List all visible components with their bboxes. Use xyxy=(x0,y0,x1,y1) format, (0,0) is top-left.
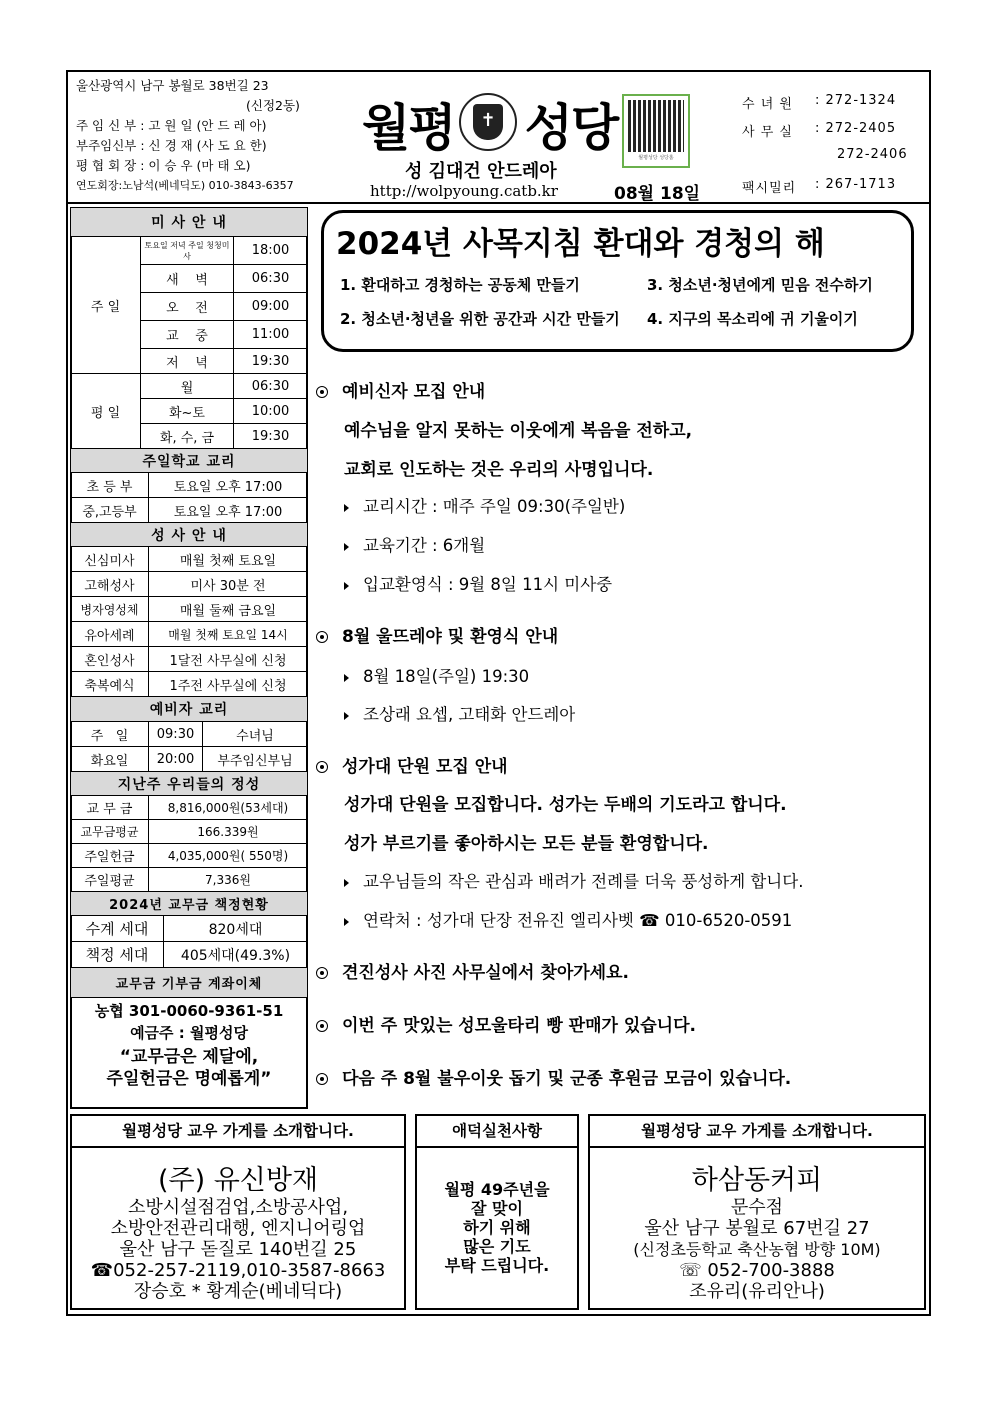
class-teacher: 부주임신부님 xyxy=(203,747,308,772)
store-branch: 문수점 xyxy=(730,1197,784,1218)
notice-item: 입교환영식 : 9월 8일 11시 미사중 xyxy=(363,575,613,594)
arrow-icon xyxy=(344,674,349,682)
mass-time: 19:30 xyxy=(234,424,308,449)
catechumen-title: 예비자 교리 xyxy=(71,697,308,722)
qr-code-icon[interactable] xyxy=(622,94,690,168)
logo-part-1: 월평 xyxy=(362,99,455,157)
store-ad-right xyxy=(588,1114,926,1310)
store-name: 하삼동커피 xyxy=(691,1165,823,1196)
notice-ultreya xyxy=(316,622,558,647)
charity-line: 하기 위해 xyxy=(463,1218,531,1237)
offering-label: 교무금평균 xyxy=(71,820,149,844)
contact-office-value-2: 272-2406 xyxy=(837,147,908,162)
mass-time: 11:00 xyxy=(234,321,308,349)
transfer-title: 교무금 기부금 계좌이체 xyxy=(71,968,308,998)
staff-assistant: 부주임신부 : 신 경 재 (사 도 요 한) xyxy=(76,138,267,153)
mass-name: 저 녁 xyxy=(141,349,234,374)
offering-table xyxy=(70,771,308,892)
store-line: 소방안전관리대행, 엔지니어링업 xyxy=(110,1218,366,1239)
bullet-icon xyxy=(316,761,328,773)
contact-fax-label: 팩시밀리 xyxy=(742,181,797,196)
slogan-line-1: “교무금은 제달에, xyxy=(119,1047,259,1067)
notice-item: 조상래 요셉, 고태화 안드레아 xyxy=(363,705,576,724)
store-line: (신정초등학교 축산농협 방향 10M) xyxy=(633,1240,881,1259)
account-number[interactable]: 농협 301-0060-9361-51 xyxy=(94,1002,284,1020)
banner-title: 2024년 사목지침 환대와 경청의 해 xyxy=(336,226,825,262)
goal-2: 2. 청소년·청년을 위한 공간과 시간 만들기 xyxy=(340,310,620,328)
notice-catechumen xyxy=(316,377,485,402)
mass-time: 18:00 xyxy=(234,237,308,265)
catechumen-table xyxy=(70,696,308,772)
notice-item: 교리시간 : 매주 주일 09:30(주일반) xyxy=(363,497,626,516)
mass-name: 월 xyxy=(141,374,234,399)
notice-item: 교육기간 : 6개월 xyxy=(363,536,486,555)
charity-line: 월평 49주년을 xyxy=(444,1180,550,1199)
dues-title: 2024년 교무금 책정현황 xyxy=(71,892,308,916)
offering-value: 4,035,000원( 550명) xyxy=(149,844,308,868)
store-name: (주) 유신방재 xyxy=(157,1165,319,1196)
class-day: 주 일 xyxy=(71,722,149,747)
contact-office-label: 사 무 실 xyxy=(742,125,793,140)
notice-fundraising xyxy=(316,1064,791,1089)
dues-value: 820세대 xyxy=(164,916,308,942)
contact-fax-value: : 267-1713 xyxy=(815,177,897,192)
arrow-icon xyxy=(344,543,349,551)
charity-line: 잘 맞이 xyxy=(471,1199,523,1218)
notice-title: 다음 주 8월 불우이웃 돕기 및 군종 후원금 모금이 있습니다. xyxy=(342,1069,792,1089)
qr-caption: 월평성당 성당홈 xyxy=(638,155,674,161)
mass-name: 화, 수, 금 xyxy=(141,424,234,449)
church-seal-icon: ✝ xyxy=(459,93,517,151)
store-line: 울산 남구 봉월로 67번길 27 xyxy=(644,1218,870,1239)
sacrament-info: 1주전 사무실에 신청 xyxy=(149,672,308,697)
offering-value: 8,816,000원(53세대) xyxy=(149,796,308,820)
offering-label: 주일평균 xyxy=(71,868,149,892)
mass-name: 화~토 xyxy=(141,399,234,424)
class-day: 화요일 xyxy=(71,747,149,772)
sacrament-info: 매월 첫째 토요일 xyxy=(149,547,308,572)
store-ad-header: 월평성당 교우 가게를 소개합니다. xyxy=(72,1116,404,1148)
mass-title: 미 사 안 내 xyxy=(71,208,308,237)
notice-choir xyxy=(316,752,508,777)
contact-office-value: : 272-2405 xyxy=(815,121,897,136)
sacrament-name: 축복예식 xyxy=(71,672,149,697)
sacrament-info: 매월 첫째 토요일 14시 xyxy=(149,622,308,647)
class-time: 20:00 xyxy=(149,747,203,772)
store-ad-header: 월평성당 교우 가게를 소개합니다. xyxy=(590,1116,924,1148)
notice-text: 성가대 단원을 모집합니다. 성가는 두배의 기도라고 합니다. xyxy=(344,795,787,815)
mass-time: 06:30 xyxy=(234,265,308,293)
charity-box xyxy=(415,1114,579,1310)
staff-prayer: 연도회장:노남석(베네딕도) 010-3843-6357 xyxy=(76,179,294,192)
school-group: 중,고등부 xyxy=(71,498,149,523)
logo-part-2: 성당 xyxy=(524,99,618,157)
notice-text: 예수님을 알지 못하는 이웃에게 복음을 전하고, xyxy=(344,421,693,441)
offering-value: 166.339원 xyxy=(149,820,308,844)
address: 울산광역시 남구 봉월로 38번길 23 xyxy=(76,78,269,93)
dues-label: 수계 세대 xyxy=(71,916,164,942)
patron-saint: 성 김대건 안드레아 xyxy=(405,161,557,182)
school-group: 초 등 부 xyxy=(71,473,149,498)
offering-title: 지난주 우리들의 정성 xyxy=(71,772,308,796)
school-time: 토요일 오후 17:00 xyxy=(149,473,308,498)
notice-item: 교우님들의 작은 관심과 배려가 전례를 더욱 풍성하게 합니다. xyxy=(363,872,804,891)
arrow-icon xyxy=(344,504,349,512)
class-time: 09:30 xyxy=(149,722,203,747)
notice-title: 성가대 단원 모집 안내 xyxy=(342,757,508,777)
goal-1: 1. 환대하고 경청하는 공동체 만들기 xyxy=(340,276,580,294)
bullet-icon xyxy=(316,1073,328,1085)
mass-time: 09:00 xyxy=(234,293,308,321)
bullet-icon xyxy=(316,386,328,398)
dues-label: 책정 세대 xyxy=(71,942,164,968)
staff-council: 평 협 회 장 : 이 승 우 (마 태 오) xyxy=(76,158,251,173)
sacrament-name: 신심미사 xyxy=(71,547,149,572)
goal-3: 3. 청소년·청년에게 믿음 전수하기 xyxy=(647,276,873,294)
sacrament-name: 혼인성사 xyxy=(71,647,149,672)
bullet-icon xyxy=(316,1020,328,1032)
sacrament-name: 고해성사 xyxy=(71,572,149,597)
charity-header: 애덕실천사항 xyxy=(417,1116,577,1148)
account-info xyxy=(72,1000,306,1090)
offering-label: 교 무 금 xyxy=(71,796,149,820)
offering-value: 7,336원 xyxy=(149,868,308,892)
sunday-school-table xyxy=(70,448,308,697)
store-owner: 조유리(유리안나) xyxy=(689,1281,825,1302)
charity-line: 부탁 드립니다. xyxy=(444,1256,550,1275)
notice-title: 예비신자 모집 안내 xyxy=(342,382,486,402)
dues-table xyxy=(70,891,308,998)
mass-name: 토요일 저녁 주일 청청미사 xyxy=(141,237,234,265)
store-ad-left xyxy=(70,1114,406,1310)
mass-name: 오 전 xyxy=(141,293,234,321)
mass-name: 교 중 xyxy=(141,321,234,349)
mass-name: 새 벽 xyxy=(141,265,234,293)
sacrament-name: 병자영성체 xyxy=(71,597,149,622)
notice-item: 연락처 : 성가대 단장 전유진 엘리사벳 ☎ 010-6520-0591 xyxy=(363,911,793,930)
store-phone: ☎052-257-2119,010-3587-8663 xyxy=(90,1260,386,1281)
notice-title: 8월 울뜨레야 및 환영식 안내 xyxy=(342,627,559,647)
notice-title: 견진성사 사진 사무실에서 찾아가세요. xyxy=(342,963,629,983)
contact-convent-label: 수 녀 원 xyxy=(742,97,793,112)
school-time: 토요일 오후 17:00 xyxy=(149,498,308,523)
account-holder: 예금주 : 월평성당 xyxy=(130,1024,248,1042)
arrow-icon xyxy=(344,879,349,887)
notice-bread xyxy=(316,1011,696,1036)
sacrament-title: 성 사 안 내 xyxy=(71,523,308,547)
store-owner: 장승호 * 황계순(베네딕다) xyxy=(133,1281,343,1302)
notice-text: 성가 부르기를 좋아하시는 모든 분들 환영합니다. xyxy=(344,834,709,854)
contact-convent-value: : 272-1324 xyxy=(815,93,897,108)
staff-pastor: 주 임 신 부 : 고 원 일 (안 드 레 아) xyxy=(76,118,267,133)
arrow-icon xyxy=(344,712,349,720)
notice-title: 이번 주 맛있는 성모울타리 빵 판매가 있습니다. xyxy=(342,1016,696,1036)
arrow-icon xyxy=(344,918,349,926)
mass-schedule-table xyxy=(70,207,308,449)
class-teacher: 수녀님 xyxy=(203,722,308,747)
arrow-icon xyxy=(344,582,349,590)
bulletin-date: 08월 18일 xyxy=(614,184,701,204)
sacrament-info: 매월 둘째 금요일 xyxy=(149,597,308,622)
slogan-line-2: 주일헌금은 명예롭게” xyxy=(106,1069,272,1089)
bullet-icon xyxy=(316,631,328,643)
notice-item: 8월 18일(주일) 19:30 xyxy=(363,667,530,686)
mass-time: 10:00 xyxy=(234,399,308,424)
offering-label: 주일헌금 xyxy=(71,844,149,868)
goal-4: 4. 지구의 목소리에 귀 기울이기 xyxy=(647,310,858,328)
address-detail: (신정2동) xyxy=(246,98,300,113)
notice-text: 교회로 인도하는 것은 우리의 사명입니다. xyxy=(344,460,654,480)
mass-time: 06:30 xyxy=(234,374,308,399)
sacrament-info: 미사 30분 전 xyxy=(149,572,308,597)
store-phone: ☏ 052-700-3888 xyxy=(679,1260,835,1281)
header-divider xyxy=(66,202,931,204)
school-title: 주일학교 교리 xyxy=(71,449,308,473)
store-line: 울산 남구 돋질로 140번길 25 xyxy=(119,1239,357,1260)
charity-line: 많은 기도 xyxy=(463,1237,531,1256)
sacrament-name: 유아세례 xyxy=(71,622,149,647)
weekday-label: 평 일 xyxy=(71,374,141,449)
website-link[interactable]: http://wolpyoung.catb.kr xyxy=(370,182,558,200)
sunday-label: 주 일 xyxy=(71,237,141,374)
store-line: 소방시설점검업,소방공사업, xyxy=(127,1197,349,1218)
mass-time: 19:30 xyxy=(234,349,308,374)
notice-confirmation xyxy=(316,958,629,983)
dues-value: 405세대(49.3%) xyxy=(164,942,308,968)
sacrament-info: 1달전 사무실에 신청 xyxy=(149,647,308,672)
bullet-icon xyxy=(316,967,328,979)
